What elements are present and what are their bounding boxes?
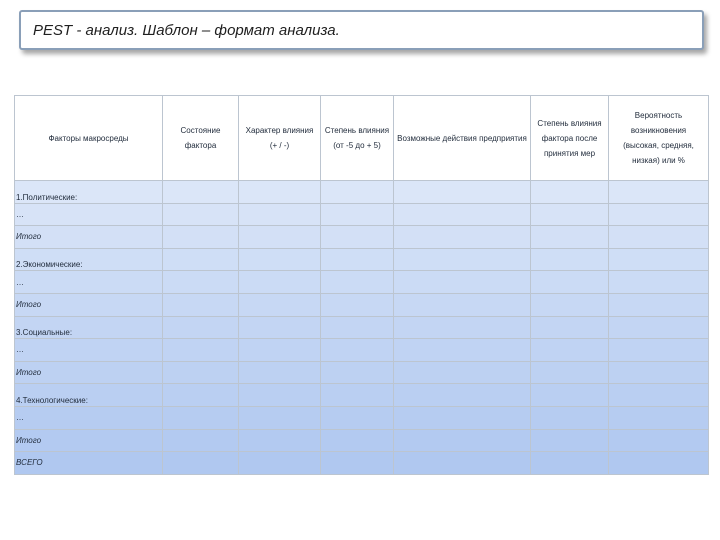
table-cell: [531, 226, 609, 249]
table-cell: [239, 271, 321, 294]
header-macro-factors: Факторы макросреды: [15, 96, 163, 181]
row-label-section: 4.Технологические:: [15, 384, 163, 407]
table-cell: [609, 384, 709, 407]
row-label-total: Итого: [15, 226, 163, 249]
table-cell: [531, 181, 609, 204]
table-cell: [531, 248, 609, 271]
table-header-row: [15, 96, 709, 181]
table-row: [15, 429, 709, 452]
header-probability: Вероятность возникновения (высокая, средняя, низкая) или %: [609, 96, 709, 181]
table-cell: [609, 339, 709, 362]
table-cell: [239, 316, 321, 339]
header-possible-actions: Возможные действия предприятия: [394, 96, 531, 181]
row-label-item: …: [15, 203, 163, 226]
row-label-total: Итого: [15, 429, 163, 452]
table-cell: [609, 248, 709, 271]
table-cell: [163, 181, 239, 204]
table-cell: [394, 271, 531, 294]
table-cell: [531, 429, 609, 452]
table-cell: [394, 181, 531, 204]
table-cell: [163, 226, 239, 249]
table-cell: [239, 181, 321, 204]
table-cell: [531, 271, 609, 294]
title-box: [19, 10, 704, 50]
table-cell: [531, 316, 609, 339]
table-cell: [239, 293, 321, 316]
table-cell: [321, 203, 394, 226]
table-cell: [394, 226, 531, 249]
row-label-item: …: [15, 271, 163, 294]
table-cell: [609, 271, 709, 294]
table-cell: [394, 384, 531, 407]
row-label-section: 3.Социальные:: [15, 316, 163, 339]
table-cell: [239, 429, 321, 452]
header-influence-type: Характер влияния (+ / -): [239, 96, 321, 181]
table-cell: [163, 452, 239, 475]
table-cell: [163, 429, 239, 452]
row-label-total: Итого: [15, 361, 163, 384]
table-cell: [239, 248, 321, 271]
page-title: PEST - анализ. Шаблон – формат анализа.: [33, 22, 340, 39]
table-cell: [609, 429, 709, 452]
table-cell: [531, 361, 609, 384]
table-cell: [321, 226, 394, 249]
table-cell: [321, 452, 394, 475]
table-cell: [394, 406, 531, 429]
table-cell: [609, 406, 709, 429]
table-cell: [321, 361, 394, 384]
table-row: [15, 384, 709, 407]
table-row: [15, 361, 709, 384]
table-cell: [394, 248, 531, 271]
row-label-item: …: [15, 406, 163, 429]
table-cell: [239, 361, 321, 384]
table-cell: [321, 248, 394, 271]
table-cell: [163, 316, 239, 339]
table-cell: [163, 248, 239, 271]
header-influence-degree: Степень влияния (от -5 до + 5): [321, 96, 394, 181]
table-row: [15, 452, 709, 475]
table-cell: [321, 339, 394, 362]
table-cell: [609, 226, 709, 249]
table-cell: [239, 203, 321, 226]
table-row: [15, 293, 709, 316]
table-cell: [163, 384, 239, 407]
table-cell: [531, 452, 609, 475]
table-cell: [394, 316, 531, 339]
table-cell: [321, 293, 394, 316]
row-label-total: Итого: [15, 293, 163, 316]
table-cell: [394, 452, 531, 475]
table-cell: [394, 203, 531, 226]
table-cell: [321, 316, 394, 339]
table-row: [15, 226, 709, 249]
table-cell: [531, 406, 609, 429]
table-cell: [531, 293, 609, 316]
table-cell: [321, 384, 394, 407]
table-cell: [321, 181, 394, 204]
row-label-section: 1.Политические:: [15, 181, 163, 204]
table-cell: [239, 339, 321, 362]
table-row: [15, 406, 709, 429]
table-cell: [163, 361, 239, 384]
table-cell: [394, 429, 531, 452]
table-cell: [394, 293, 531, 316]
table-cell: [163, 406, 239, 429]
table-cell: [239, 406, 321, 429]
row-label-grand-total: ВСЕГО: [15, 452, 163, 475]
table-row: [15, 203, 709, 226]
table-cell: [239, 384, 321, 407]
table-cell: [163, 271, 239, 294]
table-row: [15, 271, 709, 294]
table-row: [15, 248, 709, 271]
table-cell: [531, 384, 609, 407]
table-cell: [163, 293, 239, 316]
pest-table: [14, 95, 709, 475]
table-row: [15, 339, 709, 362]
table-cell: [531, 339, 609, 362]
table-cell: [609, 203, 709, 226]
table-cell: [609, 316, 709, 339]
table-cell: [609, 361, 709, 384]
table-cell: [394, 339, 531, 362]
table-row: [15, 181, 709, 204]
table-cell: [394, 361, 531, 384]
row-label-item: …: [15, 339, 163, 362]
table-cell: [609, 181, 709, 204]
header-degree-after-measures: Степень влияния фактора после принятия мер: [531, 96, 609, 181]
header-factor-state: Состояние фактора: [163, 96, 239, 181]
table-cell: [321, 406, 394, 429]
table-cell: [163, 203, 239, 226]
table-cell: [609, 293, 709, 316]
row-label-section: 2.Экономические:: [15, 248, 163, 271]
table-cell: [239, 226, 321, 249]
table-cell: [163, 339, 239, 362]
table-cell: [609, 452, 709, 475]
table-row: [15, 316, 709, 339]
table-cell: [321, 429, 394, 452]
table-cell: [531, 203, 609, 226]
table-cell: [321, 271, 394, 294]
table-cell: [239, 452, 321, 475]
